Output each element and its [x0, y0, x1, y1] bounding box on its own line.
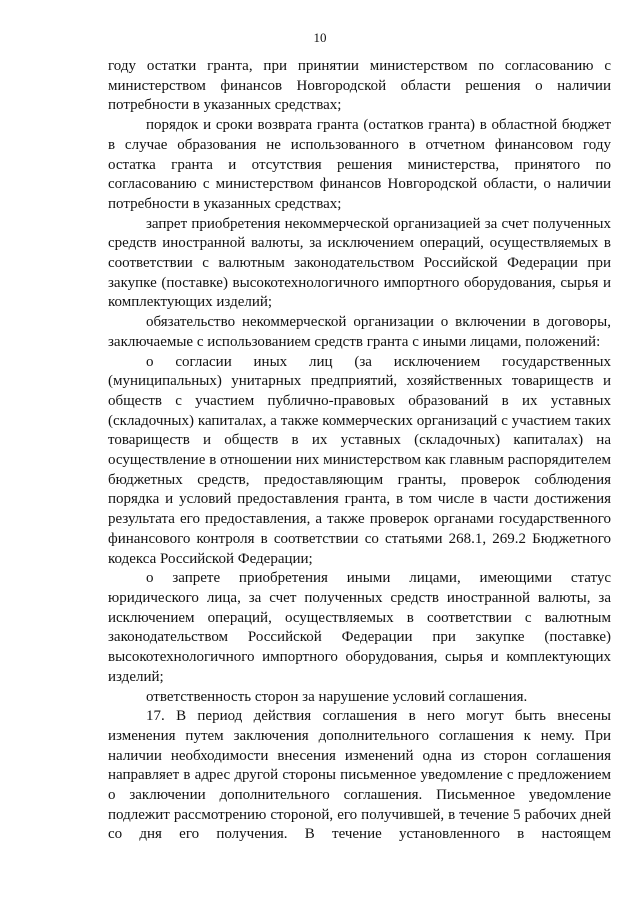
page-number: 10 — [313, 30, 327, 45]
paragraph-parties-liability: ответственность сторон за нарушение условий соглашения. — [146, 688, 528, 705]
paragraph-grant-remainder-continuation: году остатки гранта, при принятии министерством по согласованию с министерством финансов Новгородской области решения о наличии потребности в указанных средствах; — [108, 58, 611, 114]
paragraph-consent-to-audits: о согласии иных лиц (за исключением государственных (муниципальных) унитарных предприятий, хозяйственных товариществ и обществ с участием публично-правовых образований в их уставных (складочных) капиталах, а также коммерческих организаций с участием таких товариществ и обществ в их уставных (складочных) капиталах) на осуществление в отношении них министерством как главным распорядителем бюджетных средств, предоставляющим гранты, проверок соблюдения порядка и условий предоставления гранта, в том числе в части достижения результата его предоставления, а также проверок органами государственного финансового контроля в соответствии со статьями 268.1, 269.2 Бюджетного кодекса Российской Федерации; — [108, 353, 611, 567]
paragraph-section-17-amendments: 17. В период действия соглашения в него могут быть внесены изменения путем заключения дополнительного соглашения к нему. При наличии необходимости внесения изменений одна из сторон соглашения направляет в адрес другой стороны письменное уведомление с предложением о заключении дополнительного соглашения. Письменное уведомление подлежит рассмотрению стороной, его получившей, в течение 5 рабочих дней со дня его получения. В течение установленного в настоящем — [108, 708, 611, 843]
paragraph-currency-purchase-ban: запрет приобретения некоммерческой организацией за счет полученных средств иностранной валюты, за исключением операций, осуществляемых в соответствии с валютным законодательством Российской Федерации при закупке (поставке) высокотехнологичного импортного оборудования, сырья и комплектующих изделий; — [108, 215, 611, 311]
paragraph-grant-return-procedure: порядок и сроки возврата гранта (остатков гранта) в областной бюджет в случае образования не использованного в отчетном финансовом году остатка гранта и отсутствия решения министерства, принятого по согласованию с министерством финансов Новгородской области, о наличии потребности в указанных средствах; — [108, 117, 611, 212]
paragraph-contract-obligation: обязательство некоммерческой организации о включении в договоры, заключаемые с использованием средств гранта с иными лицами, положений: — [108, 314, 611, 350]
document-body — [108, 57, 611, 845]
paragraph-third-party-currency-ban: о запрете приобретения иными лицами, имеющими статус юридического лица, за счет полученных средств иностранной валюты, за исключением операций, осуществляемых в соответствии с валютным законодательством Российской Федерации при закупке (поставке) высокотехнологичного импортного оборудования, сырья и комплектующих изделий; — [108, 570, 611, 685]
